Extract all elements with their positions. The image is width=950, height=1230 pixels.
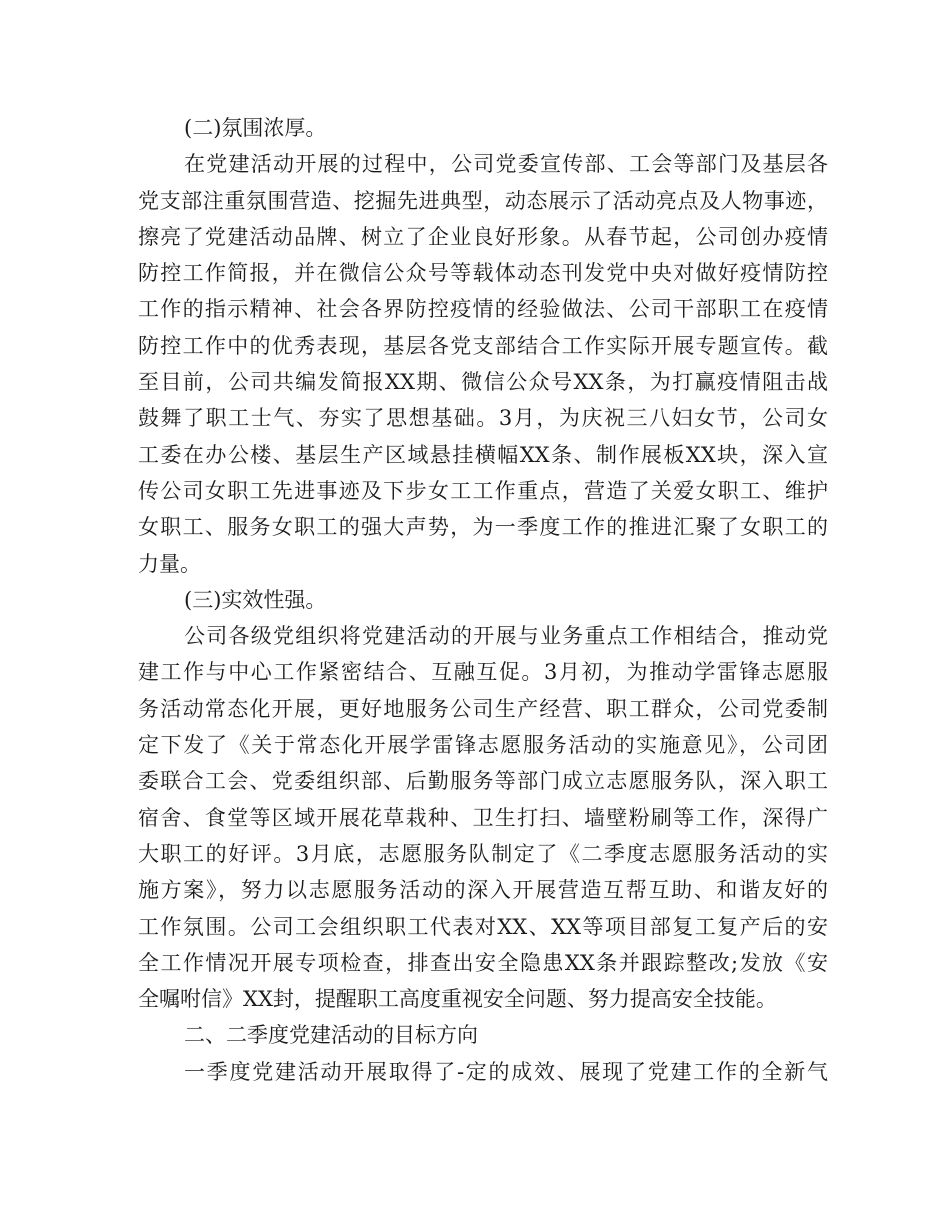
- section-heading: (二)氛围浓厚。: [184, 116, 327, 140]
- paragraph-line: 工作氛围。公司工会组织职工代表对XX、XX等项目部复工复产后的安: [138, 914, 828, 939]
- paragraph-line: 防控工作中的优秀表现，基层各党支部结合工作实际开展专题宣传。截: [138, 333, 828, 358]
- paragraph-line: 定下发了《关于常态化开展学雷锋志愿服务活动的实施意见》，公司团: [138, 733, 828, 758]
- paragraph-line: 至目前，公司共编发简报XX期、微信公众号XX条，为打赢疫情阻击战: [138, 370, 828, 395]
- paragraph-line: 施方案》，努力以志愿服务活动的深入开展营造互帮互助、和谐友好的: [138, 878, 828, 903]
- section-heading: 二、二季度党建活动的目标方向: [184, 1023, 478, 1048]
- paragraph-line: 宿舍、食堂等区域开展花草栽种、卫生打扫、墙壁粉刷等工作，深得广: [138, 805, 828, 830]
- paragraph-line: 擦亮了党建活动品牌、树立了企业良好形象。从春节起，公司创办疫情: [138, 224, 828, 249]
- paragraph-line: 力量。: [138, 551, 201, 576]
- paragraph-line: 一季度党建活动开展取得了-定的成效、展现了党建工作的全新气: [184, 1059, 828, 1084]
- paragraph-line: 党支部注重氛围营造、挖掘先进典型，动态展示了活动亮点及人物事迹，: [138, 188, 828, 213]
- paragraph-line: 建工作与中心工作紧密结合、互融互促。3月初，为推动学雷锋志愿服: [138, 660, 828, 685]
- paragraph-line: 鼓舞了职工士气、夯实了思想基础。3月，为庆祝三八妇女节，公司女: [138, 406, 828, 431]
- paragraph-line: 大职工的好评。3月底，志愿服务队制定了《二季度志愿服务活动的实: [138, 841, 828, 866]
- paragraph-line: 工作的指示精神、社会各界防控疫情的经验做法、公司干部职工在疫情: [138, 297, 828, 322]
- paragraph-line: 务活动常态化开展，更好地服务公司生产经营、职工群众，公司党委制: [138, 696, 828, 721]
- paragraph-line: 女职工、服务女职工的强大声势，为一季度工作的推进汇聚了女职工的: [138, 515, 828, 540]
- paragraph-line: 全工作情况开展专项检查，排查出安全隐患XX条并跟踪整改;发放《安: [138, 950, 828, 975]
- paragraph-line: 在党建活动开展的过程中，公司党委宣传部、工会等部门及基层各: [184, 152, 828, 177]
- paragraph-line: 委联合工会、党委组织部、后勤服务等部门成立志愿服务队，深入职工: [138, 769, 828, 794]
- section-heading: (三)实效性强。: [184, 587, 327, 612]
- paragraph-line: 全嘱咐信》XX封，提醒职工高度重视安全问题、努力提高安全技能。: [138, 987, 777, 1012]
- paragraph-line: 公司各级党组织将党建活动的开展与业务重点工作相结合，推动党: [184, 624, 828, 649]
- document-body: [138, 110, 828, 1090]
- paragraph-line: 防控工作简报，并在微信公众号等载体动态刊发党中央对做好疫情防控: [138, 261, 828, 286]
- paragraph-line: 传公司女职工先进事迹及下步女工工作重点，营造了关爱女职工、维护: [138, 478, 828, 503]
- paragraph-line: 工委在办公楼、基层生产区域悬挂横幅XX条、制作展板XX块，深入宣: [138, 442, 828, 467]
